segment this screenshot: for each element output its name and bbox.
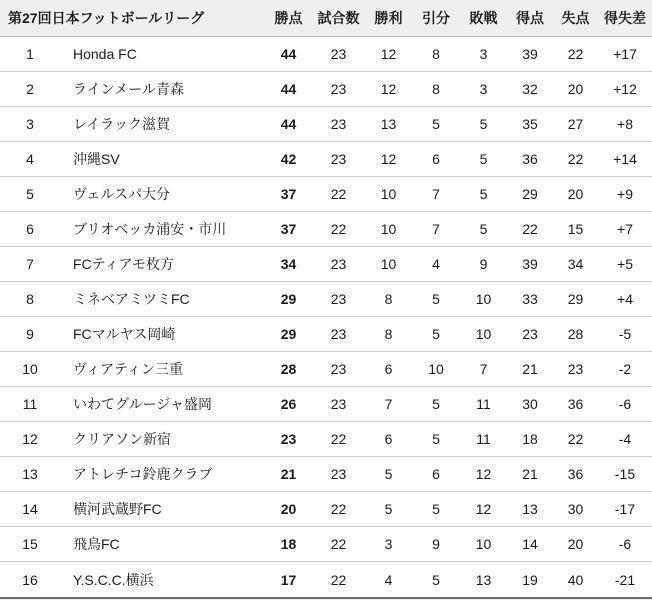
table-row [0,562,652,597]
played-cell: 23 [330,396,347,412]
points-cell: 44 [280,81,297,97]
column-header-played: 試合数 [317,10,360,26]
table-row [0,492,652,527]
losses-cell: 3 [479,81,488,97]
rank-cell: 8 [26,291,34,307]
table-row [0,142,652,177]
points-cell: 34 [280,256,297,272]
goals-for-cell: 13 [522,501,538,517]
points-cell: 42 [280,151,297,167]
goal-diff-cell: +7 [617,221,633,237]
goal-diff-cell: -4 [618,431,632,447]
played-cell: 22 [330,571,347,588]
losses-cell: 7 [479,361,488,377]
goal-diff-cell: -5 [618,326,632,342]
goals-for-cell: 30 [522,396,538,412]
goals-for-cell: 39 [522,46,538,62]
rank-cell: 1 [26,46,34,62]
played-cell: 23 [330,291,347,307]
team-name: クリアソン新宿 [73,431,171,447]
column-header-draws: 引分 [422,10,450,26]
team-name: ヴィアティン三重 [73,361,184,377]
goals-against-cell: 30 [567,501,584,517]
goals-for-cell: 19 [522,571,538,588]
goal-diff-cell: +17 [613,46,637,62]
goal-diff-cell: +5 [617,256,633,272]
table-body [0,37,652,599]
goal-diff-cell: -17 [614,501,636,517]
points-cell: 29 [280,291,297,307]
played-cell: 23 [330,151,347,167]
wins-cell: 4 [384,571,393,588]
played-cell: 23 [330,46,347,62]
draws-cell: 5 [432,501,440,517]
goal-diff-cell: -6 [618,536,632,552]
goals-against-cell: 20 [567,536,584,552]
wins-cell: 10 [380,256,397,272]
rank-cell: 14 [22,501,38,517]
draws-cell: 7 [432,186,440,202]
played-cell: 22 [330,221,347,237]
goals-for-cell: 39 [522,256,538,272]
rank-cell: 6 [26,221,34,237]
goal-diff-cell: +9 [617,186,633,202]
column-header-points: 勝点 [274,10,303,26]
draws-cell: 5 [432,326,440,342]
goal-diff-cell: +4 [617,291,633,307]
goals-against-cell: 36 [567,466,584,482]
wins-cell: 8 [384,291,393,307]
table-row [0,317,652,352]
goal-diff-cell: +8 [617,116,633,132]
losses-cell: 12 [475,501,492,517]
table-header [0,0,652,37]
points-cell: 21 [280,466,297,482]
draws-cell: 5 [432,396,440,412]
losses-cell: 10 [475,291,492,307]
points-cell: 44 [280,116,297,132]
draws-cell: 8 [432,46,440,62]
wins-cell: 12 [380,151,397,167]
wins-cell: 10 [380,221,397,237]
points-cell: 37 [280,186,297,202]
wins-cell: 5 [384,501,393,517]
wins-cell: 8 [384,326,393,342]
losses-cell: 10 [475,326,492,342]
played-cell: 22 [330,536,347,552]
rank-cell: 11 [22,396,38,412]
table-row [0,107,652,142]
team-name: ブリオベッカ浦安・市川 [73,221,227,237]
goals-for-cell: 23 [522,326,538,342]
goals-against-cell: 22 [567,151,584,167]
losses-cell: 5 [479,151,488,167]
draws-cell: 4 [432,256,440,272]
draws-cell: 6 [432,151,440,167]
goals-against-cell: 22 [567,46,584,62]
played-cell: 23 [330,81,347,97]
team-name: Honda FC [73,46,137,62]
points-cell: 23 [280,431,297,447]
losses-cell: 3 [479,46,488,62]
team-name: ヴェルスパ大分 [73,186,171,202]
team-name: Y.S.C.C.横浜 [73,571,154,588]
team-name: ラインメール青森 [73,81,184,97]
played-cell: 23 [330,326,347,342]
draws-cell: 5 [432,291,440,307]
goals-for-cell: 35 [522,116,538,132]
draws-cell: 9 [432,536,440,552]
table-row [0,457,652,492]
rank-cell: 12 [22,431,38,447]
team-name: レイラック滋賀 [73,116,171,132]
draws-cell: 10 [428,361,444,377]
rank-cell: 2 [26,81,34,97]
points-cell: 29 [280,326,297,342]
played-cell: 23 [330,466,347,482]
played-cell: 23 [330,361,347,377]
table-row [0,282,652,317]
goals-for-cell: 36 [522,151,538,167]
played-cell: 23 [330,116,347,132]
table-title: 第27回日本フットボールリーグ [8,10,205,26]
team-name: アトレチコ鈴鹿クラブ [73,466,213,482]
goals-against-cell: 20 [567,81,584,97]
goals-for-cell: 18 [522,431,538,447]
rank-cell: 10 [22,361,38,377]
goal-diff-cell: -2 [618,361,632,377]
table-row [0,177,652,212]
wins-cell: 13 [380,116,397,132]
losses-cell: 12 [475,466,492,482]
team-name: いわてグルージャ盛岡 [73,396,213,412]
rank-cell: 15 [22,536,38,552]
goals-for-cell: 21 [522,466,538,482]
goals-for-cell: 33 [522,291,538,307]
column-header-wins: 勝利 [374,10,403,26]
losses-cell: 5 [479,186,488,202]
played-cell: 22 [330,501,347,517]
goals-against-cell: 28 [567,326,584,342]
wins-cell: 10 [380,186,397,202]
wins-cell: 12 [380,81,397,97]
goal-diff-cell: +12 [613,81,637,97]
wins-cell: 12 [380,46,397,62]
goal-diff-cell: -6 [618,396,632,412]
column-header-goals-against: 失点 [561,10,590,26]
wins-cell: 6 [384,431,393,447]
table-row [0,37,652,72]
goals-against-cell: 36 [567,396,584,412]
goals-for-cell: 22 [522,221,538,237]
played-cell: 22 [330,186,347,202]
team-name: 沖縄SV [73,151,120,167]
goals-against-cell: 23 [567,361,584,377]
table-row [0,422,652,457]
rank-cell: 13 [22,466,38,482]
goals-against-cell: 22 [567,431,584,447]
draws-cell: 5 [432,571,440,588]
draws-cell: 6 [432,466,440,482]
draws-cell: 7 [432,221,440,237]
goals-against-cell: 34 [567,256,584,272]
goal-diff-cell: -15 [614,466,636,482]
table-row [0,212,652,247]
goals-for-cell: 32 [522,81,538,97]
losses-cell: 9 [479,256,488,272]
goals-against-cell: 29 [567,291,584,307]
rank-cell: 7 [26,256,34,272]
losses-cell: 13 [475,571,492,588]
losses-cell: 11 [476,396,491,412]
draws-cell: 8 [432,81,440,97]
points-cell: 26 [280,396,297,412]
losses-cell: 5 [479,221,488,237]
played-cell: 23 [330,256,347,272]
team-name: 飛鳥FC [73,536,120,552]
goals-for-cell: 14 [522,536,538,552]
points-cell: 37 [280,221,297,237]
draws-cell: 5 [432,431,440,447]
points-cell: 20 [280,501,297,517]
goal-diff-cell: -21 [614,571,636,588]
goals-against-cell: 27 [567,116,584,132]
rank-cell: 16 [22,571,38,588]
goal-diff-cell: +14 [613,151,637,167]
table-row [0,352,652,387]
wins-cell: 6 [384,361,393,377]
played-cell: 22 [330,431,347,447]
losses-cell: 11 [476,431,491,447]
points-cell: 28 [280,361,297,377]
draws-cell: 5 [432,116,440,132]
team-name: ミネベアミツミFC [73,291,190,307]
table-row [0,387,652,422]
goals-for-cell: 29 [522,186,538,202]
points-cell: 44 [280,46,297,62]
table-row [0,247,652,282]
rank-cell: 3 [26,116,34,132]
column-header-goals-for: 得点 [516,10,544,26]
wins-cell: 7 [384,396,393,412]
goals-against-cell: 20 [567,186,584,202]
table-row [0,527,652,562]
team-name: FCマルヤス岡崎 [73,326,176,342]
losses-cell: 5 [479,116,488,132]
goals-for-cell: 21 [522,361,538,377]
goals-against-cell: 15 [567,221,584,237]
rank-cell: 9 [26,326,34,342]
team-name: FCティアモ枚方 [73,256,174,272]
wins-cell: 5 [384,466,393,482]
column-header-losses: 敗戦 [469,10,498,26]
points-cell: 17 [280,571,297,588]
rank-cell: 4 [26,151,34,167]
points-cell: 18 [280,536,297,552]
rank-cell: 5 [26,186,34,202]
column-header-goal-diff: 得失差 [604,10,646,26]
losses-cell: 10 [475,536,492,552]
team-name: 横河武蔵野FC [73,501,162,517]
wins-cell: 3 [384,536,393,552]
goals-against-cell: 40 [567,571,584,588]
table-row [0,72,652,107]
